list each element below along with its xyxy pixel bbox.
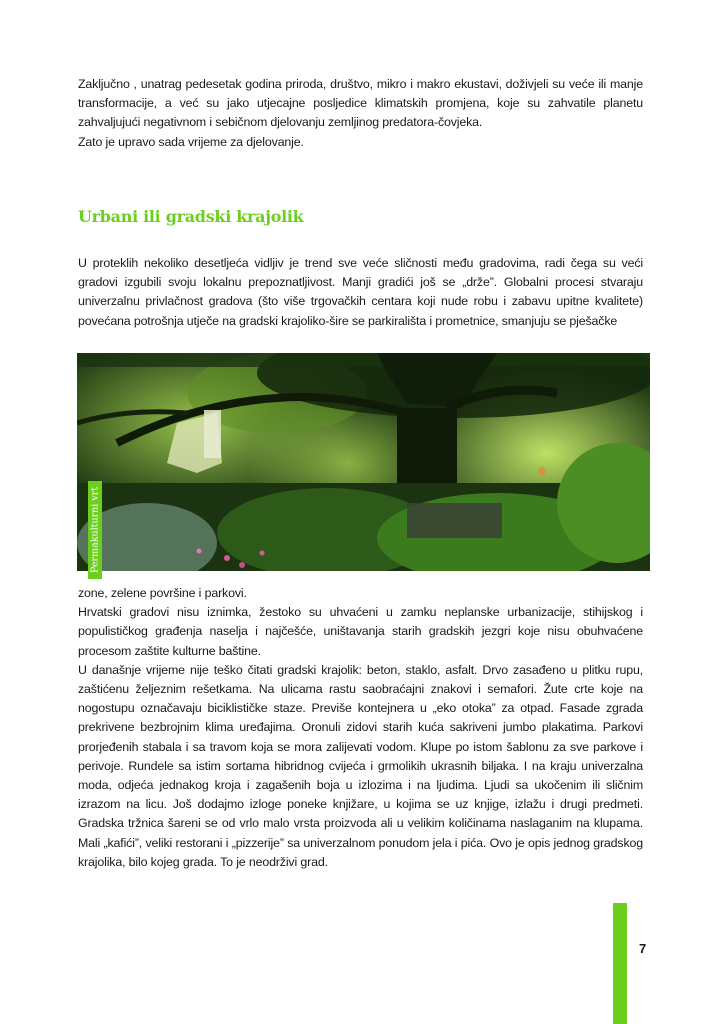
intro-paragraph bbox=[78, 75, 643, 152]
photo-caption-label bbox=[88, 481, 102, 579]
section-body bbox=[78, 584, 643, 872]
intro-text: Zaključno , unatrag pedesetak godina priroda, društvo, mikro i makro ekustavi, doživjeli su veće ili manje transformacije, a već su jako utjecajne posljedice klimatskih promjena, koje su zahvatile planetu zahvaljujući negativnom i sebičnom djelovanju zemljinog predatora-čovjeka. bbox=[78, 77, 643, 130]
photo-caption-text: Permakulturni vrt bbox=[89, 486, 101, 574]
section-intro-text: U proteklih nekoliko desetljeća vidljiv je trend sve veće sličnosti među gradovima, radi čega su veći gradovi izgubili svoju lokalnu prepoznatljivost. Manji gradići još se „drže”. Globalni procesi stvaraju univerzalnu privlačnost gradova (što više trgovačkih centara koji nude robu i zabavu upitne kvalitete) povećana potrošnja utječe na gradski krajoliko-šire se parkirališta i prometnice, smanjuju se pješačke bbox=[78, 256, 643, 328]
body-paragraph-urban-landscape: U današnje vrijeme nije teško čitati gradski krajolik: beton, staklo, asfalt. Drvo zasađeno u plitku rupu, zaštićenu željeznim rešetkama. Na ulicama rastu saobraćajni znakovi i semafori. Žute crte koje na nogostupu označavaju biciklističke staze. Previše kontejnera u „eko otoka” za otpad. Fasade zgrada prekrivene bezbrojnim klima uređajima. Oronuli zidovi starih kuća sakriveni jumbo plakatima. Parkovi prorjeđenih stabala i sa travom koja se mora zalijevati vodom. Klupe po istom šablonu za sve parkove i perivoje. Rundele sa istim sortama hibridnog cvijeća i grmolikih ukrasnih biljaka. I na kraju univerzalna moda, odjeća jednakog kroja i zagašenih boja u izlozima i na ljudima. Ljudi sa ukočenim ili sličnim izrazom na licu. Još dodajmo izloge poneke knjižare, u kojima se uz knjige, izlažu i drugi predmeti. Gradska tržnica šareni se od vrlo malo vrsta proizvoda ali u velikim količinama naslaganim na klupama. Mali „kafići”, veliki restorani i „pizzerije” sa univerzalnom ponudom jela i pića. Ovo je opis jednog gradskog krajolika, bilo kojeg grada. To je neodrživi grad. bbox=[78, 662, 643, 869]
body-paragraph-continuation: zone, zelene površine i parkovi. bbox=[78, 586, 247, 600]
section-heading: Urbani ili gradski krajolik bbox=[78, 207, 304, 226]
garden-photo-illustration bbox=[77, 353, 650, 574]
body-paragraph-croatian-cities: Hrvatski gradovi nisu iznimka, žestoko su uhvaćeni u zamku neplanske urbanizacije, stihijskog i populističkog građenja naselja i najčešće, uništavanja starih gradskih jezgri koje nisu obuhvaćene procesom zaštite kulturne baštine. bbox=[78, 605, 643, 658]
garden-photo bbox=[77, 353, 650, 574]
section-intro-paragraph bbox=[78, 254, 643, 331]
page-accent-bar bbox=[613, 903, 627, 1024]
intro-call-to-action: Zato je upravo sada vrijeme za djelovanje. bbox=[78, 134, 304, 149]
page-number: 7 bbox=[639, 941, 647, 956]
